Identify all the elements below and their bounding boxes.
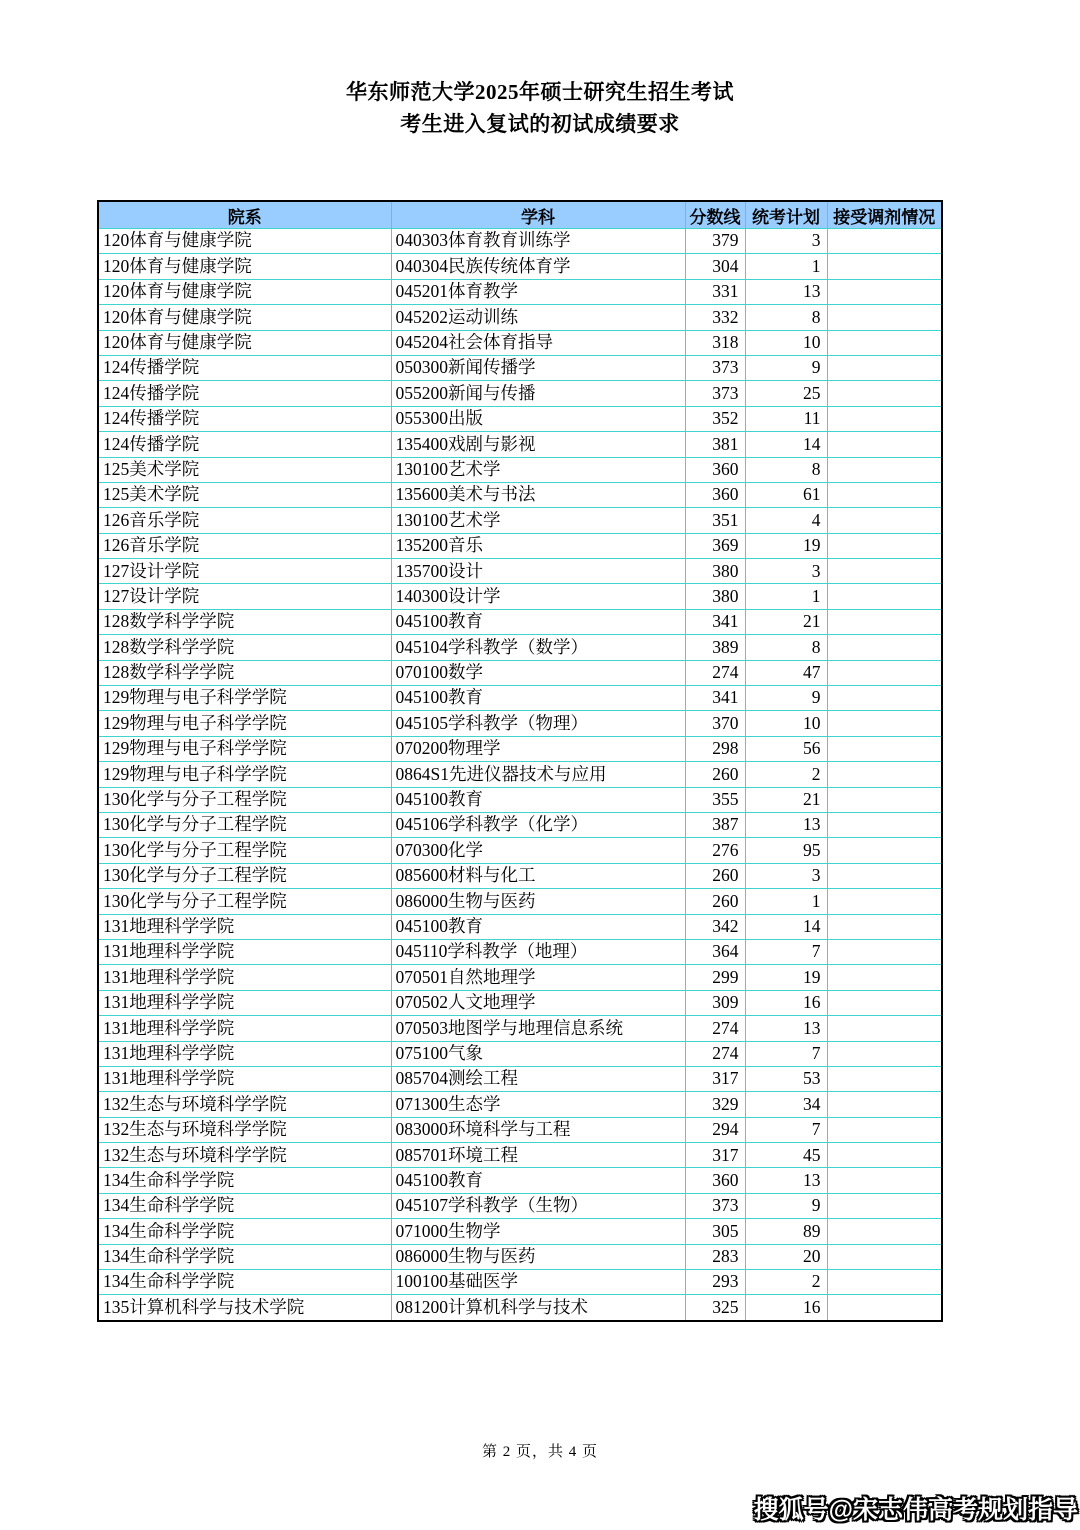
subject-cell: 140300设计学 [391, 584, 685, 609]
table-row [98, 914, 942, 939]
subject-cell: 135700设计 [391, 559, 685, 584]
subject-cell: 045110学科教学（地理） [391, 939, 685, 964]
table-row [98, 889, 942, 914]
score-cell: 373 [685, 355, 745, 380]
transfer-cell [827, 406, 942, 431]
transfer-cell [827, 482, 942, 507]
subject-cell: 070502人文地理学 [391, 990, 685, 1015]
subject-cell: 045202运动训练 [391, 305, 685, 330]
plan-cell: 1 [745, 254, 827, 279]
transfer-cell [827, 1117, 942, 1142]
dept-cell: 127设计学院 [98, 584, 391, 609]
dept-cell: 127设计学院 [98, 559, 391, 584]
transfer-cell [827, 559, 942, 584]
subject-cell: 070100数学 [391, 660, 685, 685]
plan-cell: 19 [745, 965, 827, 990]
subject-cell: 085600材料与化工 [391, 863, 685, 888]
subject-cell: 055300出版 [391, 406, 685, 431]
table-row [98, 508, 942, 533]
score-cell: 329 [685, 1092, 745, 1117]
dept-cell: 124传播学院 [98, 381, 391, 406]
table-body [98, 229, 942, 1321]
dept-cell: 131地理科学学院 [98, 914, 391, 939]
transfer-cell [827, 736, 942, 761]
score-cell: 373 [685, 381, 745, 406]
dept-cell: 134生命科学学院 [98, 1219, 391, 1244]
plan-cell: 13 [745, 279, 827, 304]
table-row [98, 1143, 942, 1168]
transfer-cell [827, 889, 942, 914]
score-cell: 360 [685, 482, 745, 507]
plan-cell: 14 [745, 914, 827, 939]
subject-cell: 050300新闻传播学 [391, 355, 685, 380]
plan-cell: 20 [745, 1244, 827, 1269]
dept-cell: 124传播学院 [98, 406, 391, 431]
subject-cell: 070300化学 [391, 838, 685, 863]
subject-cell: 045106学科教学（化学） [391, 812, 685, 837]
transfer-cell [827, 660, 942, 685]
score-cell: 355 [685, 787, 745, 812]
plan-cell: 7 [745, 1041, 827, 1066]
transfer-cell [827, 939, 942, 964]
transfer-cell [827, 711, 942, 736]
dept-cell: 128数学科学学院 [98, 660, 391, 685]
table-row [98, 609, 942, 634]
subject-cell: 086000生物与医药 [391, 1244, 685, 1269]
plan-cell: 3 [745, 863, 827, 888]
dept-cell: 129物理与电子科学学院 [98, 711, 391, 736]
subject-cell: 0864S1先进仪器技术与应用 [391, 762, 685, 787]
table-header-row [98, 201, 942, 229]
plan-cell: 19 [745, 533, 827, 558]
plan-cell: 53 [745, 1066, 827, 1091]
dept-cell: 124传播学院 [98, 432, 391, 457]
plan-cell: 4 [745, 508, 827, 533]
transfer-cell [827, 1041, 942, 1066]
score-cell: 332 [685, 305, 745, 330]
dept-cell: 129物理与电子科学学院 [98, 736, 391, 761]
subject-cell: 070200物理学 [391, 736, 685, 761]
dept-cell: 126音乐学院 [98, 533, 391, 558]
transfer-cell [827, 254, 942, 279]
dept-cell: 134生命科学学院 [98, 1168, 391, 1193]
score-cell: 317 [685, 1143, 745, 1168]
table-row [98, 457, 942, 482]
score-cell: 370 [685, 711, 745, 736]
table-row [98, 482, 942, 507]
transfer-cell [827, 432, 942, 457]
subject-cell: 135200音乐 [391, 533, 685, 558]
dept-cell: 120体育与健康学院 [98, 279, 391, 304]
score-cell: 389 [685, 635, 745, 660]
plan-cell: 9 [745, 686, 827, 711]
transfer-cell [827, 686, 942, 711]
table-row [98, 838, 942, 863]
subject-cell: 040304民族传统体育学 [391, 254, 685, 279]
plan-cell: 25 [745, 381, 827, 406]
transfer-cell [827, 457, 942, 482]
transfer-cell [827, 787, 942, 812]
transfer-cell [827, 762, 942, 787]
plan-cell: 13 [745, 1016, 827, 1041]
subject-cell: 086000生物与医药 [391, 889, 685, 914]
transfer-cell [827, 1219, 942, 1244]
score-cell: 309 [685, 990, 745, 1015]
subject-cell: 135400戏剧与影视 [391, 432, 685, 457]
table-row [98, 686, 942, 711]
subject-cell: 083000环境科学与工程 [391, 1117, 685, 1142]
score-cell: 304 [685, 254, 745, 279]
plan-cell: 47 [745, 660, 827, 685]
plan-cell: 16 [745, 1295, 827, 1321]
score-cell: 318 [685, 330, 745, 355]
table-row [98, 254, 942, 279]
table-row [98, 939, 942, 964]
score-cell: 364 [685, 939, 745, 964]
table-row [98, 229, 942, 254]
score-cell: 341 [685, 686, 745, 711]
transfer-cell [827, 1066, 942, 1091]
transfer-cell [827, 355, 942, 380]
header-subject: 学科 [391, 201, 685, 229]
table-row [98, 1092, 942, 1117]
table-row [98, 381, 942, 406]
transfer-cell [827, 1092, 942, 1117]
transfer-cell [827, 381, 942, 406]
dept-cell: 135计算机科学与技术学院 [98, 1295, 391, 1321]
score-cell: 352 [685, 406, 745, 431]
plan-cell: 56 [745, 736, 827, 761]
plan-cell: 13 [745, 812, 827, 837]
table-row [98, 1016, 942, 1041]
subject-cell: 045105学科教学（物理） [391, 711, 685, 736]
plan-cell: 89 [745, 1219, 827, 1244]
score-cell: 351 [685, 508, 745, 533]
dept-cell: 126音乐学院 [98, 508, 391, 533]
dept-cell: 120体育与健康学院 [98, 254, 391, 279]
score-cell: 380 [685, 559, 745, 584]
plan-cell: 10 [745, 330, 827, 355]
subject-cell: 085704测绘工程 [391, 1066, 685, 1091]
dept-cell: 125美术学院 [98, 482, 391, 507]
plan-cell: 61 [745, 482, 827, 507]
transfer-cell [827, 965, 942, 990]
subject-cell: 075100气象 [391, 1041, 685, 1066]
score-cell: 274 [685, 1041, 745, 1066]
dept-cell: 130化学与分子工程学院 [98, 863, 391, 888]
dept-cell: 131地理科学学院 [98, 990, 391, 1015]
dept-cell: 120体育与健康学院 [98, 305, 391, 330]
subject-cell: 100100基础医学 [391, 1270, 685, 1295]
score-cell: 276 [685, 838, 745, 863]
transfer-cell [827, 990, 942, 1015]
score-cell: 373 [685, 1193, 745, 1218]
table-row [98, 1270, 942, 1295]
subject-cell: 045107学科教学（生物） [391, 1193, 685, 1218]
table-row [98, 1117, 942, 1142]
subject-cell: 081200计算机科学与技术 [391, 1295, 685, 1321]
table-row [98, 762, 942, 787]
plan-cell: 8 [745, 635, 827, 660]
transfer-cell [827, 1270, 942, 1295]
header-transfer-status: 接受调剂情况 [827, 201, 942, 229]
transfer-cell [827, 914, 942, 939]
transfer-cell [827, 229, 942, 254]
subject-cell: 045100教育 [391, 914, 685, 939]
subject-cell: 045204社会体育指导 [391, 330, 685, 355]
dept-cell: 129物理与电子科学学院 [98, 762, 391, 787]
dept-cell: 130化学与分子工程学院 [98, 889, 391, 914]
dept-cell: 130化学与分子工程学院 [98, 838, 391, 863]
subject-cell: 045104学科教学（数学） [391, 635, 685, 660]
subject-cell: 071000生物学 [391, 1219, 685, 1244]
plan-cell: 8 [745, 305, 827, 330]
score-cell: 260 [685, 889, 745, 914]
transfer-cell [827, 635, 942, 660]
score-cell: 360 [685, 1168, 745, 1193]
plan-cell: 21 [745, 787, 827, 812]
dept-cell: 131地理科学学院 [98, 965, 391, 990]
table-row [98, 533, 942, 558]
transfer-cell [827, 838, 942, 863]
score-cell: 380 [685, 584, 745, 609]
table-row [98, 812, 942, 837]
plan-cell: 2 [745, 762, 827, 787]
table-row [98, 990, 942, 1015]
dept-cell: 131地理科学学院 [98, 1041, 391, 1066]
dept-cell: 134生命科学学院 [98, 1244, 391, 1269]
table-row [98, 279, 942, 304]
table-row [98, 965, 942, 990]
transfer-cell [827, 609, 942, 634]
table-row [98, 1193, 942, 1218]
transfer-cell [827, 1016, 942, 1041]
transfer-cell [827, 1244, 942, 1269]
table-row [98, 711, 942, 736]
plan-cell: 3 [745, 559, 827, 584]
score-cell: 387 [685, 812, 745, 837]
score-cell: 298 [685, 736, 745, 761]
document-title-line1: 华东师范大学2025年硕士研究生招生考试 [346, 80, 734, 104]
plan-cell: 9 [745, 355, 827, 380]
table-row [98, 432, 942, 457]
plan-cell: 7 [745, 939, 827, 964]
table-row [98, 330, 942, 355]
plan-cell: 8 [745, 457, 827, 482]
score-cell: 260 [685, 863, 745, 888]
plan-cell: 1 [745, 889, 827, 914]
transfer-cell [827, 508, 942, 533]
score-cell: 299 [685, 965, 745, 990]
subject-cell: 045100教育 [391, 787, 685, 812]
table-row [98, 305, 942, 330]
transfer-cell [827, 305, 942, 330]
plan-cell: 3 [745, 229, 827, 254]
dept-cell: 129物理与电子科学学院 [98, 686, 391, 711]
plan-cell: 16 [745, 990, 827, 1015]
dept-cell: 128数学科学学院 [98, 635, 391, 660]
transfer-cell [827, 1193, 942, 1218]
table-row [98, 1168, 942, 1193]
transfer-cell [827, 1143, 942, 1168]
score-cell: 305 [685, 1219, 745, 1244]
dept-cell: 132生态与环境科学学院 [98, 1092, 391, 1117]
table-row [98, 1066, 942, 1091]
document-title-line2: 考生进入复试的初试成绩要求 [400, 112, 680, 136]
dept-cell: 120体育与健康学院 [98, 229, 391, 254]
table-row [98, 1041, 942, 1066]
dept-cell: 128数学科学学院 [98, 609, 391, 634]
plan-cell: 21 [745, 609, 827, 634]
plan-cell: 2 [745, 1270, 827, 1295]
subject-cell: 135600美术与书法 [391, 482, 685, 507]
plan-cell: 13 [745, 1168, 827, 1193]
subject-cell: 085701环境工程 [391, 1143, 685, 1168]
dept-cell: 124传播学院 [98, 355, 391, 380]
subject-cell: 071300生态学 [391, 1092, 685, 1117]
subject-cell: 045201体育教学 [391, 279, 685, 304]
table-row [98, 559, 942, 584]
plan-cell: 14 [745, 432, 827, 457]
score-cell: 274 [685, 1016, 745, 1041]
transfer-cell [827, 584, 942, 609]
plan-cell: 9 [745, 1193, 827, 1218]
score-cell: 381 [685, 432, 745, 457]
plan-cell: 1 [745, 584, 827, 609]
admission-scores-table [97, 200, 943, 1322]
dept-cell: 130化学与分子工程学院 [98, 787, 391, 812]
dept-cell: 131地理科学学院 [98, 1066, 391, 1091]
subject-cell: 130100艺术学 [391, 457, 685, 482]
score-cell: 293 [685, 1270, 745, 1295]
plan-cell: 45 [745, 1143, 827, 1168]
subject-cell: 070501自然地理学 [391, 965, 685, 990]
subject-cell: 130100艺术学 [391, 508, 685, 533]
dept-cell: 132生态与环境科学学院 [98, 1117, 391, 1142]
score-cell: 341 [685, 609, 745, 634]
table-row [98, 1244, 942, 1269]
dept-cell: 132生态与环境科学学院 [98, 1143, 391, 1168]
subject-cell: 045100教育 [391, 686, 685, 711]
score-cell: 260 [685, 762, 745, 787]
transfer-cell [827, 533, 942, 558]
dept-cell: 130化学与分子工程学院 [98, 812, 391, 837]
subject-cell: 040303体育教育训练学 [391, 229, 685, 254]
table-row [98, 660, 942, 685]
score-cell: 331 [685, 279, 745, 304]
table-row [98, 406, 942, 431]
subject-cell: 045100教育 [391, 1168, 685, 1193]
page-number: 第 2 页，共 4 页 [481, 1444, 598, 1460]
table-row [98, 584, 942, 609]
table-row [98, 635, 942, 660]
score-cell: 274 [685, 660, 745, 685]
score-cell: 369 [685, 533, 745, 558]
header-department: 院系 [98, 201, 391, 229]
table-row [98, 787, 942, 812]
score-cell: 325 [685, 1295, 745, 1321]
dept-cell: 131地理科学学院 [98, 939, 391, 964]
transfer-cell [827, 279, 942, 304]
score-cell: 342 [685, 914, 745, 939]
score-cell: 379 [685, 229, 745, 254]
score-cell: 317 [685, 1066, 745, 1091]
score-cell: 294 [685, 1117, 745, 1142]
plan-cell: 34 [745, 1092, 827, 1117]
transfer-cell [827, 1295, 942, 1321]
dept-cell: 134生命科学学院 [98, 1193, 391, 1218]
plan-cell: 7 [745, 1117, 827, 1142]
table-row [98, 863, 942, 888]
dept-cell: 125美术学院 [98, 457, 391, 482]
score-cell: 360 [685, 457, 745, 482]
transfer-cell [827, 812, 942, 837]
subject-cell: 070503地图学与地理信息系统 [391, 1016, 685, 1041]
transfer-cell [827, 330, 942, 355]
dept-cell: 120体育与健康学院 [98, 330, 391, 355]
subject-cell: 045100教育 [391, 609, 685, 634]
plan-cell: 10 [745, 711, 827, 736]
transfer-cell [827, 863, 942, 888]
plan-cell: 11 [745, 406, 827, 431]
watermark: 搜狐号@宋志伟高考规划指导 [753, 1496, 1078, 1524]
table-row [98, 1295, 942, 1321]
table-row [98, 1219, 942, 1244]
transfer-cell [827, 1168, 942, 1193]
header-score-line: 分数线 [685, 201, 745, 229]
table-row [98, 736, 942, 761]
subject-cell: 055200新闻与传播 [391, 381, 685, 406]
plan-cell: 95 [745, 838, 827, 863]
dept-cell: 134生命科学学院 [98, 1270, 391, 1295]
table-row [98, 355, 942, 380]
score-cell: 283 [685, 1244, 745, 1269]
header-planned-enrollment: 统考计划 [745, 201, 827, 229]
dept-cell: 131地理科学学院 [98, 1016, 391, 1041]
